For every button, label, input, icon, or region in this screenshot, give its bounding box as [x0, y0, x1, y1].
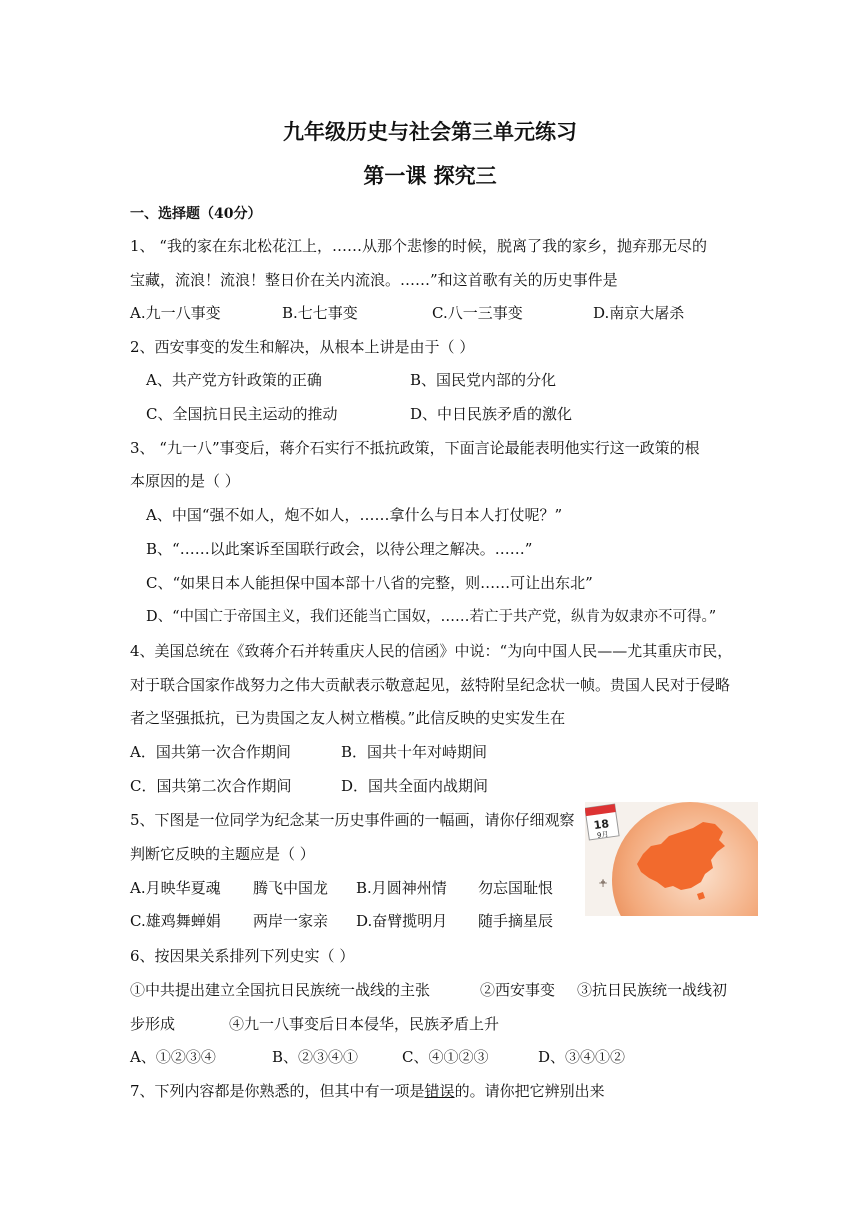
q4-line3: 者之坚强抵抗，已为贵国之友人树立楷模。”此信反映的史实发生在 — [130, 709, 566, 727]
q4-line1: 4、美国总统在《致蒋介石并转重庆人民的信函》中说：“为向中国人民——尤其重庆市民， — [130, 642, 733, 660]
q6-option-d: D、③④①② — [538, 1048, 626, 1066]
q5-option-a1: A.月映华夏魂 — [130, 879, 221, 897]
q6-option-a: A、①②③④ — [130, 1048, 216, 1066]
q3-option-d: D、“中国亡于帝国主义，我们还能当亡国奴，……若亡于共产党，纵肯为奴隶亦不可得。” — [146, 609, 717, 625]
q5-option-d2: 随手摘星辰 — [478, 912, 554, 930]
q5-option-a2: 腾飞中国龙 — [253, 879, 329, 897]
q5-option-b1: B.月圆神州情 — [356, 879, 447, 897]
q6-stem: 6、按因果关系排列下列史实（ ） — [130, 947, 355, 965]
q1-option-d: D.南京大屠杀 — [593, 304, 685, 322]
q3-line2: 本原因的是（ ） — [130, 472, 240, 490]
q5-illustration — [585, 802, 758, 916]
q6-item-4: ④九一八事变后日本侵华，民族矛盾上升 — [229, 1015, 500, 1033]
q4-option-d: D．国共全面内战期间 — [341, 777, 489, 795]
q4-option-b: B．国共十年对峙期间 — [341, 743, 488, 761]
q7-stem — [130, 1081, 605, 1101]
q5-option-c2: 两岸一家亲 — [253, 912, 329, 930]
q7-underlined: 错误 — [424, 1082, 455, 1100]
q7-pre: 7、下列内容都是你熟悉的，但其中有一项是 — [130, 1082, 425, 1100]
q4-option-c: C．国共第二次合作期间 — [130, 777, 292, 795]
q1-line2: 宝藏，流浪！流浪！整日价在关内流浪。……”和这首歌有关的历史事件是 — [130, 271, 618, 289]
q6-item-3-cont: 步形成 — [130, 1015, 176, 1033]
q6-item-3: ③抗日民族统一战线初 — [577, 981, 728, 999]
document-title: 九年级历史与社会第三单元练习 — [283, 119, 577, 144]
q6-item-1: ①中共提出建立全国抗日民族统一战线的主张 — [130, 981, 431, 999]
q2-option-d: D、中日民族矛盾的激化 — [410, 405, 573, 423]
q6-option-b: B、②③④① — [272, 1048, 359, 1066]
q7-post: 的。请你把它辨别出来 — [454, 1082, 605, 1100]
q3-line1: 3、 “九一八”事变后，蒋介石实行不抵抗政策，下面言论最能表明他实行这一政策的根 — [130, 439, 700, 457]
calendar-day: 18 — [592, 817, 610, 833]
q5-option-d1: D.奋臂揽明月 — [356, 912, 448, 930]
q6-item-2: ②西安事变 — [480, 981, 556, 999]
q5-line1: 5、下图是一位同学为纪念某一历史事件画的一幅画，请你仔细观察 — [130, 811, 575, 829]
globe-map-illustration — [585, 802, 758, 916]
document-subtitle: 第一课 探究三 — [363, 163, 497, 188]
q5-option-b2: 勿忘国耻恨 — [478, 879, 554, 897]
calendar-month: 9月 — [596, 830, 610, 840]
q5-line2: 判断它反映的主题应是（ ） — [130, 845, 315, 863]
svg-text:+: + — [597, 876, 609, 890]
q3-option-c: C、“如果日本人能担保中国本部十八省的完整，则……可让出东北” — [146, 574, 593, 592]
q3-option-a: A、中国“强不如人，炮不如人，……拿什么与日本人打仗呢？” — [146, 506, 563, 524]
q1-line1: 1、 “我的家在东北松花江上，……从那个悲惨的时候，脱离了我的家乡，抛弃那无尽的 — [130, 237, 707, 255]
q6-option-c: C、④①②③ — [402, 1048, 489, 1066]
q1-option-b: B.七七事变 — [282, 304, 358, 322]
q2-stem: 2、西安事变的发生和解决，从根本上讲是由于（ ） — [130, 338, 475, 356]
section-heading: 一、选择题（40分） — [130, 206, 262, 222]
q3-option-b: B、“……以此案诉至国联行政会，以待公理之解决。……” — [146, 540, 533, 558]
q2-option-a: A、共产党方针政策的正确 — [146, 371, 322, 389]
q4-line2: 对于联合国家作战努力之伟大贡献表示敬意起见，兹特附呈纪念状一帧。贵国人民对于侵略 — [130, 676, 731, 694]
q1-option-a: A.九一八事变 — [130, 304, 221, 322]
q5-option-c1: C.雄鸡舞蝉娟 — [130, 912, 221, 930]
q4-option-a: A．国共第一次合作期间 — [130, 743, 291, 761]
q1-option-c: C.八一三事变 — [432, 304, 523, 322]
q2-option-c: C、全国抗日民主运动的推动 — [146, 405, 338, 423]
q2-option-b: B、国民党内部的分化 — [410, 371, 557, 389]
calendar-icon — [585, 804, 619, 840]
